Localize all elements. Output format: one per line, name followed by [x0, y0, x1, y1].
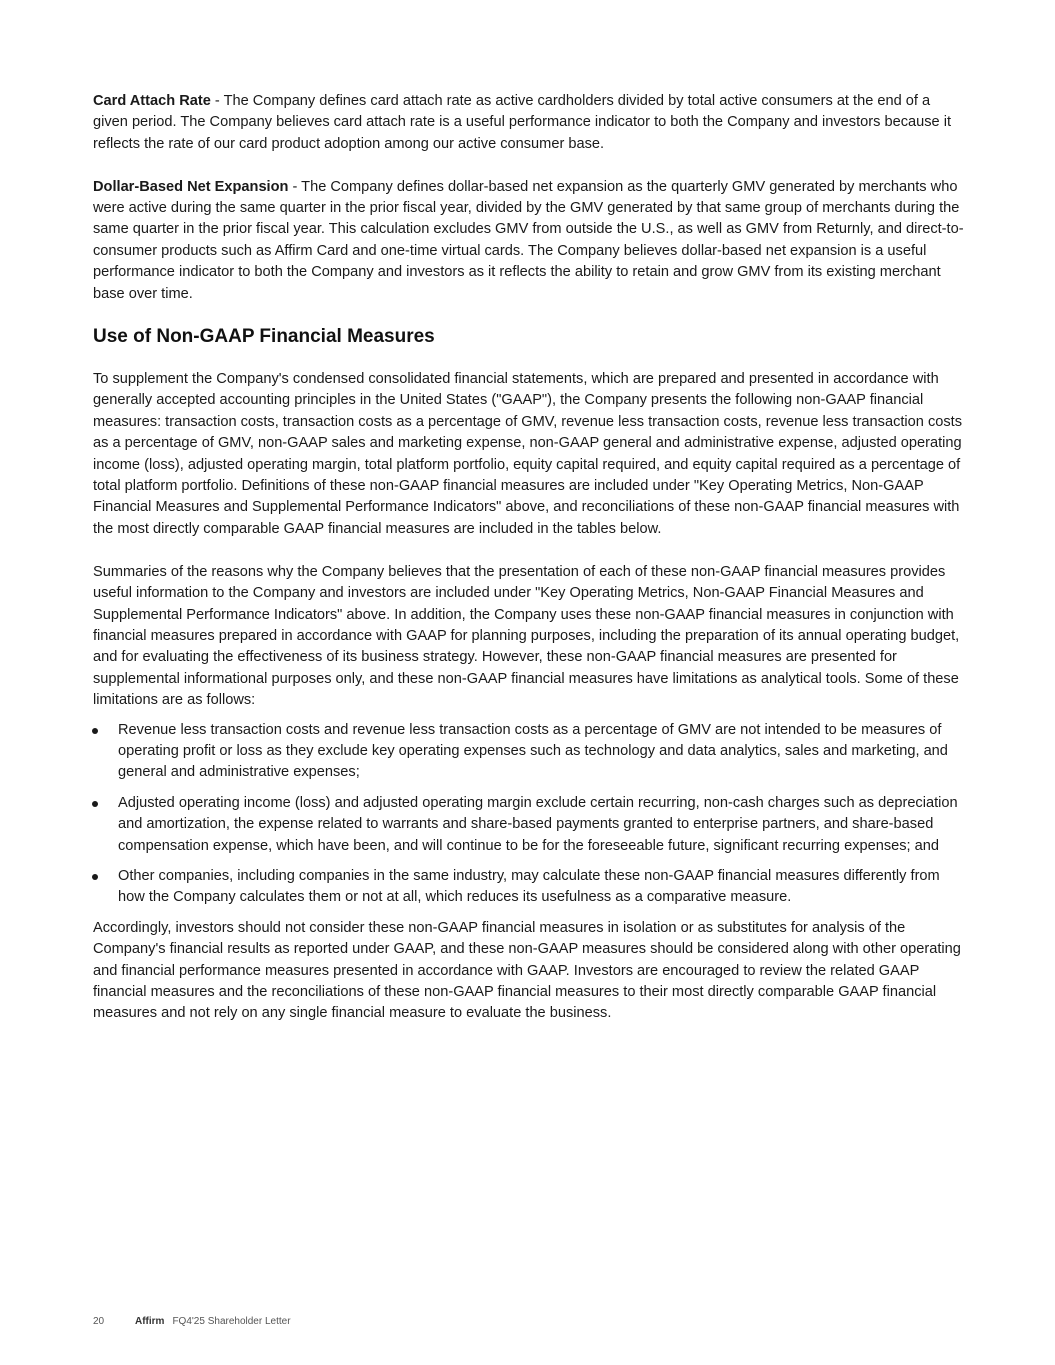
limitations-list [93, 720, 965, 909]
bullet-icon [92, 728, 98, 734]
list-item [93, 866, 965, 909]
closing-paragraph: Accordingly, investors should not consider these non-GAAP financial measures in isolation or as substitutes for analysis of the Company's financial results as reported under GAAP, and these non-GAAP measures should be considered along with other operating and financial performance measures presented in accordance with GAAP. Investors are encouraged to review the related GAAP financial measures and the reconciliations of these non-GAAP financial measures to their most directly comparable GAAP financial measures and not rely on any single financial measure to evaluate the business. [93, 919, 961, 1022]
non-gaap-reasons-paragraph: Summaries of the reasons why the Company believes that the presentation of each of these non-GAAP financial measures provides useful information to the Company and investors are included under "Key Operating Metrics, Non-GAAP Financial Measures and Supplemental Performance Indicators" above. In addition, the Company uses these non-GAAP financial measures in conjunction with financial measures prepared in accordance with GAAP for planning purposes, including the preparation of its annual operating budget, and for evaluating the effectiveness of its business strategy. However, these non-GAAP financial measures are presented for supplemental informational purposes only, and these non-GAAP financial measures have limitations as analytical tools. Some of these limitations are as follows: [93, 563, 960, 709]
document-body [93, 91, 965, 1025]
brand-name: Affirm [135, 1316, 165, 1327]
bullet-icon [92, 801, 98, 807]
dollar-based-net-expansion-definition: - The Company defines dollar-based net expansion as the quarterly GMV generated by merchants who were active during the same quarter in the prior fiscal year, divided by the GMV generated by that same group of merchants during the same quarter in the prior fiscal year. This calculation excludes GMV from outside the U.S., as well as GMV from Returnly, and direct-to-consumer products such as Affirm Card and one-time virtual cards. The Company believes dollar-based net expansion is a useful performance indicator to both the Company and investors as it reflects the ability to retain and grow GMV from its existing merchant base over time. [93, 178, 964, 302]
document-title: FQ4'25 Shareholder Letter [172, 1316, 291, 1327]
page-footer [93, 1316, 291, 1327]
list-item [93, 720, 965, 784]
card-attach-rate-paragraph [93, 91, 965, 155]
card-attach-rate-term: Card Attach Rate [93, 93, 211, 109]
list-item [93, 793, 965, 857]
dollar-based-net-expansion-paragraph [93, 177, 965, 305]
card-attach-rate-definition: - The Company defines card attach rate as active cardholders divided by total active consumers at the end of a given period. The Company believes card attach rate is a useful performance indicator to both the Company and investors because it reflects the rate of our card product adoption among our active consumer base. [93, 93, 952, 152]
bullet-icon [92, 874, 98, 880]
limitation-text: Revenue less transaction costs and revenue less transaction costs as a percentage of GMV are not intended to be measures of operating profit or loss as they exclude key operating expenses such as technology and data analytics, sales and marketing, and general and administrative expenses; [118, 721, 948, 781]
page-number: 20 [93, 1316, 105, 1327]
section-heading: Use of Non-GAAP Financial Measures [93, 326, 435, 348]
limitation-text: Other companies, including companies in the same industry, may calculate these non-GAAP financial measures differently from how the Company calculates them or not at all, which reduces its usefulness as a comparative measure. [118, 867, 940, 906]
dollar-based-net-expansion-term: Dollar-Based Net Expansion [93, 178, 289, 195]
non-gaap-intro-paragraph: To supplement the Company's condensed consolidated financial statements, which are prepared and presented in accordance with generally accepted accounting principles in the United States ("GAAP"), the Company presents the following non-GAAP financial measures: transaction costs, transaction costs as a percentage of GMV, revenue less transaction costs, revenue less transaction costs as a percentage of GMV, non-GAAP sales and marketing expense, non-GAAP general and administrative expense, adjusted operating income (loss), adjusted operating margin, total platform portfolio, equity capital required, and equity capital required as a percentage of total platform portfolio. Definitions of these non-GAAP financial measures are included under "Key Operating Metrics, Non-GAAP Financial Measures and Supplemental Performance Indicators" above, and reconciliations of these non-GAAP financial measures with the most directly comparable GAAP financial measures are included in the tables below. [93, 371, 963, 537]
limitation-text: Adjusted operating income (loss) and adjusted operating margin exclude certain recurring, non-cash charges such as depreciation and amortization, the expense related to warrants and share-based payments granted to enterprise partners, and share-based compensation expense, which have been, and will continue to be for the foreseeable future, significant recurring expenses; and [118, 794, 958, 854]
